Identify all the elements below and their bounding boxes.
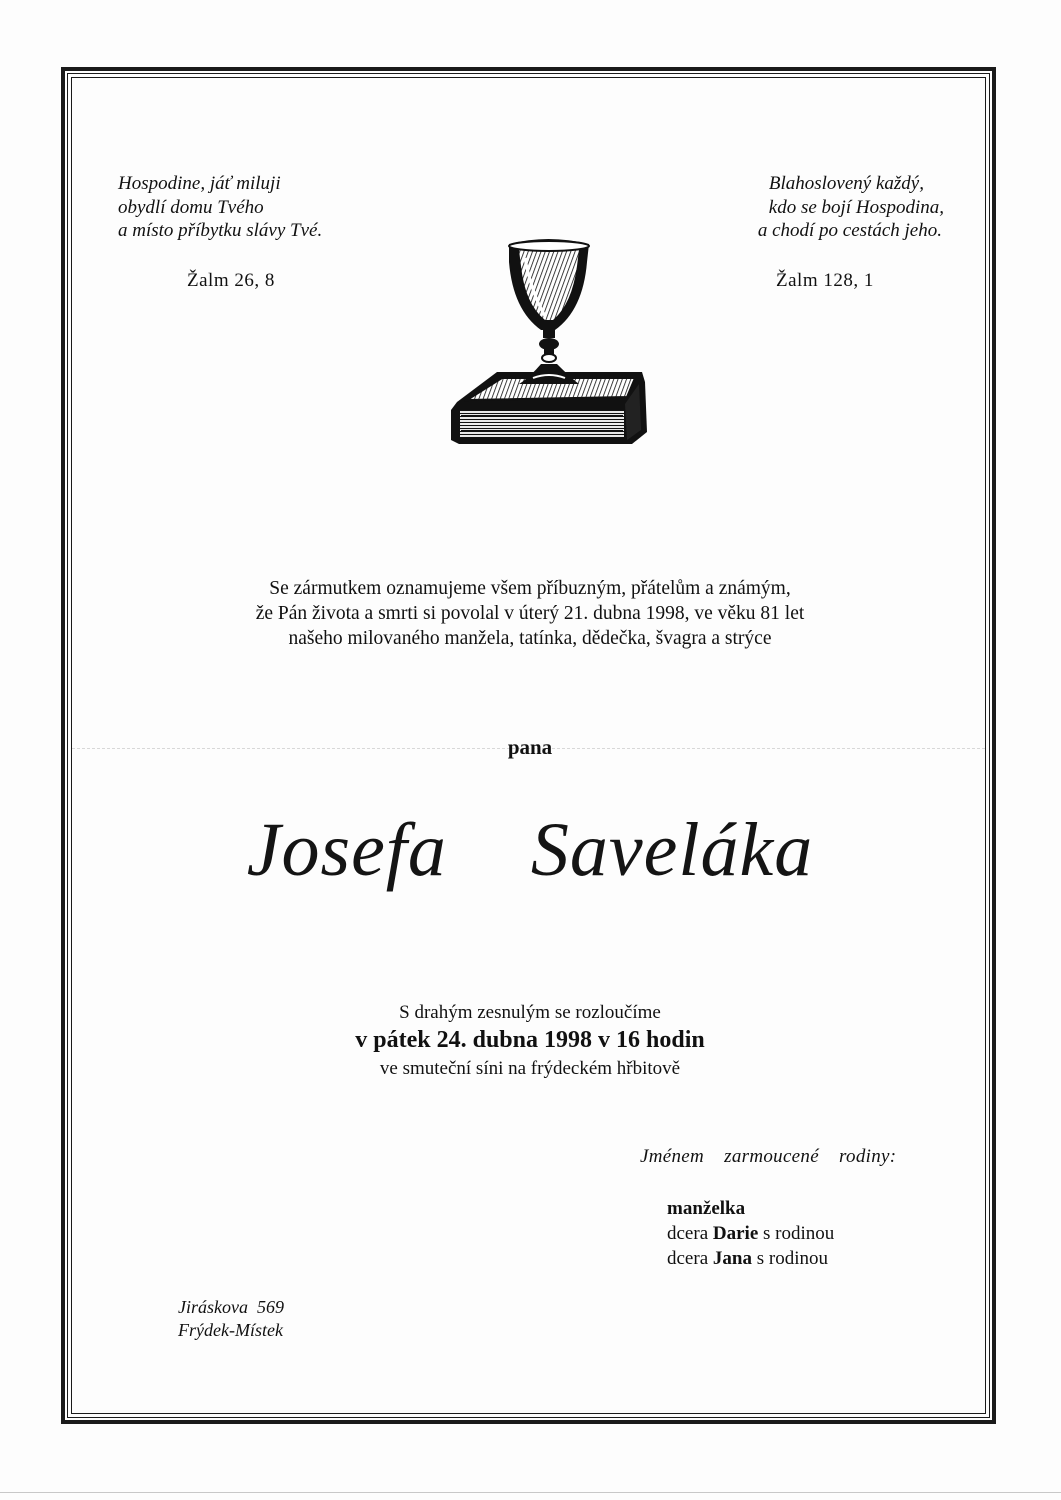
psalm-reference-right: Žalm 128, 1: [776, 270, 874, 291]
announcement-text: [130, 576, 930, 651]
family-member-spouse: [667, 1196, 834, 1221]
member-suffix: s rodinou: [756, 1248, 828, 1269]
verse-left: [118, 172, 378, 243]
announcement-line: že Pán života a smrti si povolal v úterý 21. dubna 1998, ve věku 81 let: [255, 603, 805, 624]
scan-edge-line: [0, 1492, 1061, 1493]
verse-right-line: a chodí po cestách jeho.: [757, 220, 942, 241]
verse-right: [670, 172, 944, 243]
chalice-on-book-icon: [437, 232, 659, 454]
announcement-line: našeho milovaného manžela, tatínka, dědečka, švagra a strýce: [288, 628, 772, 649]
verse-right-line: Blahoslovený každý,: [768, 173, 924, 194]
honorific: pana: [507, 735, 553, 759]
member-name: Darie: [712, 1223, 759, 1244]
family-intro: Jménem zarmoucené rodiny:: [640, 1146, 897, 1167]
address-city: Frýdek-Místek: [178, 1320, 283, 1340]
sender-address: [178, 1296, 284, 1342]
relation-label: dcera: [667, 1248, 709, 1269]
family-list: [667, 1196, 834, 1271]
verse-left-line: Hospodine, jáť miluji: [118, 173, 281, 194]
farewell-details: [230, 1000, 830, 1081]
farewell-date-time: v pátek 24. dubna 1998 v 16 hodin: [355, 1027, 705, 1053]
family-member: [667, 1221, 834, 1246]
verse-left-line: a místo příbytku slávy Tvé.: [118, 220, 323, 241]
announcement-line: Se zármutkem oznamujeme všem příbuzným, přátelům a známým,: [269, 578, 791, 599]
member-suffix: s rodinou: [763, 1223, 835, 1244]
address-street: Jiráskova 569: [178, 1297, 284, 1317]
farewell-intro: S drahým zesnulým se rozloučíme: [399, 1002, 661, 1023]
farewell-location: ve smuteční síni na frýdeckém hřbitově: [379, 1058, 681, 1079]
verse-left-line: obydlí domu Tvého: [118, 196, 264, 218]
member-name: Jana: [712, 1248, 752, 1269]
psalm-reference-left: Žalm 26, 8: [187, 270, 275, 291]
relation-label: dcera: [667, 1223, 709, 1244]
family-member: [667, 1246, 834, 1271]
deceased-name: Josefa Saveláka: [246, 808, 814, 892]
verse-right-line: kdo se bojí Hospodina,: [768, 196, 944, 218]
spouse-label: manželka: [667, 1198, 746, 1219]
